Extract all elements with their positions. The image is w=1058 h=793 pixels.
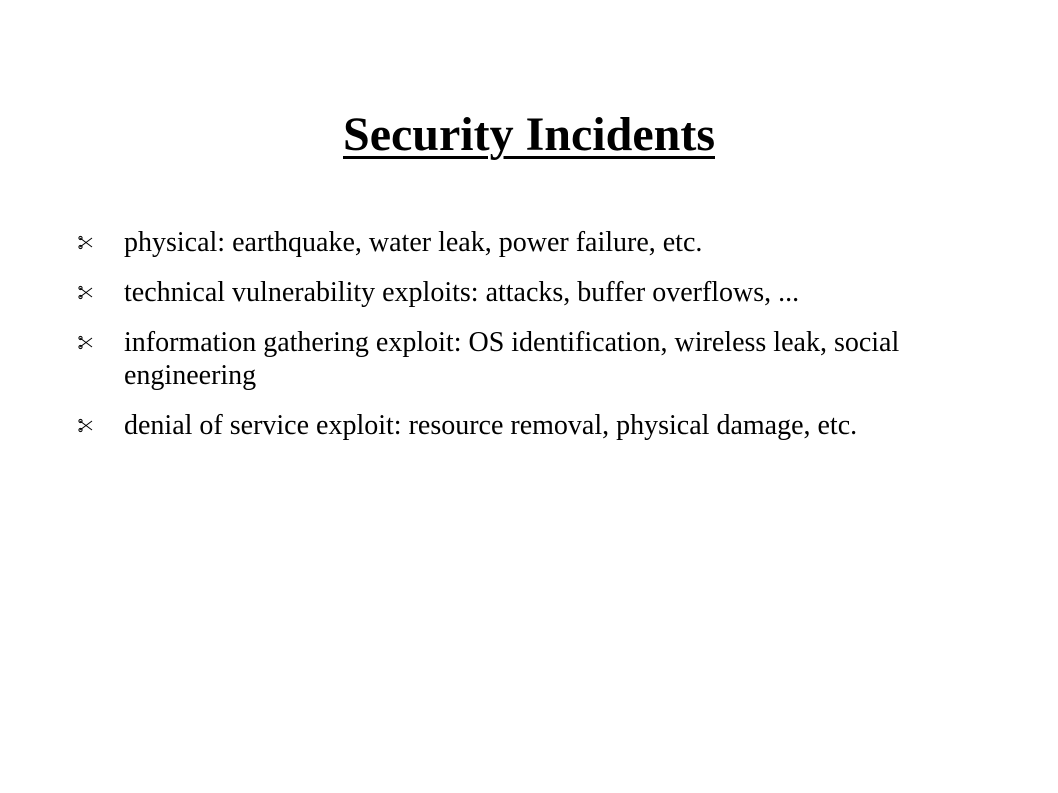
bullet-item xyxy=(78,276,998,309)
bullet-item xyxy=(78,409,998,442)
bullet-item xyxy=(78,326,998,392)
scissors-icon xyxy=(78,335,94,351)
bullet-list xyxy=(78,226,998,459)
scissors-icon xyxy=(78,285,94,301)
scissors-icon xyxy=(78,418,94,434)
slide-title-text: Security Incidents xyxy=(343,108,715,161)
bullet-text: information gathering exploit: OS identification, wireless leak, social engineering xyxy=(124,327,900,391)
slide-title xyxy=(0,106,1058,164)
bullet-text: denial of service exploit: resource removal, physical damage, etc. xyxy=(124,410,858,441)
bullet-item xyxy=(78,226,998,259)
bullet-text: technical vulnerability exploits: attacks, buffer overflows, ... xyxy=(124,277,800,308)
bullet-text: physical: earthquake, water leak, power failure, etc. xyxy=(124,227,703,258)
scissors-icon xyxy=(78,235,94,251)
